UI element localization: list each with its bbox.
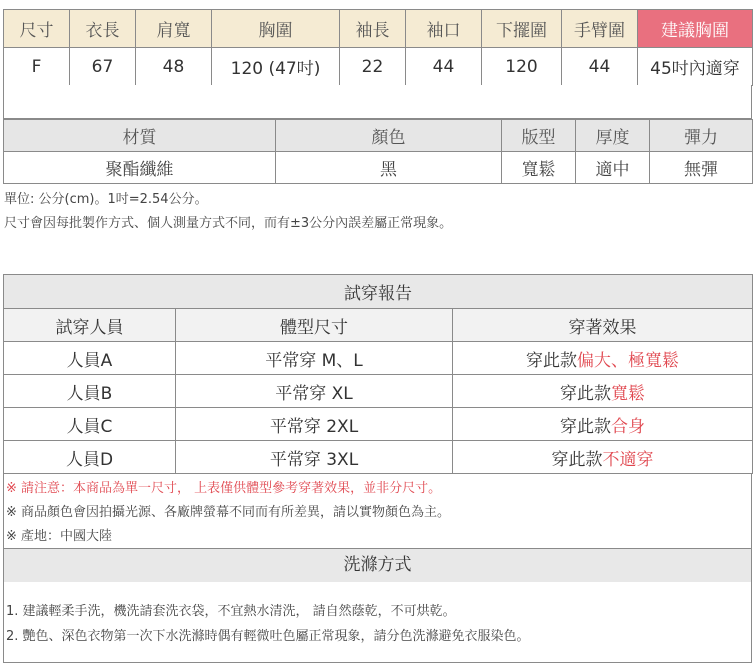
tryon-effect-highlight: 寬鬆 (611, 383, 645, 404)
tryon-effect-prefix: 穿此款 (560, 416, 611, 437)
blank-row (3, 85, 752, 119)
tryon-effect-highlight: 不適穿 (602, 449, 654, 470)
material-value-cell: 寬鬆 (502, 152, 576, 184)
size-value-cell: 120 (47吋) (212, 48, 340, 86)
material-value-cell: 無彈 (650, 152, 753, 184)
tryon-header-row (4, 309, 753, 342)
material-header-cell: 厚度 (576, 120, 650, 152)
size-header-cell: 袖口 (406, 10, 482, 48)
tryon-effect (453, 441, 753, 474)
tryon-effect-prefix: 穿此款 (560, 383, 611, 404)
tryon-header-cell: 穿著效果 (453, 309, 753, 342)
size-value-cell: 44 (562, 48, 638, 86)
tryon-effect-highlight: 偏大、極寬鬆 (577, 350, 679, 371)
remarks-box (3, 473, 752, 549)
size-header-cell: 衣長 (70, 10, 136, 48)
washing-title: 洗滌方式 (3, 548, 752, 583)
material-value-row (4, 152, 753, 184)
size-header-cell: 手臂圍 (562, 10, 638, 48)
tryon-row (4, 441, 753, 474)
material-header-cell: 顏色 (276, 120, 502, 152)
material-value-cell: 適中 (576, 152, 650, 184)
tryon-size: 平常穿 M、L (176, 342, 453, 375)
tryon-title-row (4, 275, 753, 309)
size-value-cell: F (4, 48, 70, 86)
size-header-cell: 袖長 (340, 10, 406, 48)
size-header-cell: 下擺圍 (482, 10, 562, 48)
size-table (3, 9, 753, 86)
size-value-cell: 44 (406, 48, 482, 86)
tryon-size: 平常穿 2XL (176, 408, 453, 441)
tryon-effect (453, 375, 753, 408)
material-table (3, 119, 753, 184)
size-value-cell: 22 (340, 48, 406, 86)
tryon-size: 平常穿 3XL (176, 441, 453, 474)
measurement-error-note: 尺寸會因每批製作方式、個人測量方式不同，而有±3公分內誤差屬正常現象。 (4, 216, 453, 231)
tryon-effect (453, 408, 753, 441)
size-header-cell: 尺寸 (4, 10, 70, 48)
size-value-row (4, 48, 753, 86)
washing-instructions (3, 582, 752, 663)
single-size-warning: ※ 請注意：本商品為單一尺寸， 上表僅供體型參考穿著效果，並非分尺寸。 (6, 481, 442, 496)
tryon-header-cell: 體型尺寸 (176, 309, 453, 342)
tryon-person: 人員D (4, 441, 176, 474)
tryon-title: 試穿報告 (4, 275, 753, 309)
tryon-effect-prefix: 穿此款 (526, 350, 577, 371)
tryon-row (4, 408, 753, 441)
tryon-effect (453, 342, 753, 375)
tryon-effect-highlight: 合身 (611, 416, 645, 437)
tryon-person: 人員B (4, 375, 176, 408)
size-value-cell: 120 (482, 48, 562, 86)
material-value-cell: 黑 (276, 152, 502, 184)
size-value-cell: 67 (70, 48, 136, 86)
tryon-person: 人員A (4, 342, 176, 375)
size-value-cell: 48 (136, 48, 212, 86)
tryon-header-cell: 試穿人員 (4, 309, 176, 342)
material-header-cell: 彈力 (650, 120, 753, 152)
tryon-size: 平常穿 XL (176, 375, 453, 408)
origin-note: ※ 產地：中國大陸 (6, 529, 113, 544)
recommended-bust-header: 建議胸圍 (638, 10, 753, 48)
size-header-row (4, 10, 753, 48)
size-header-cell: 肩寬 (136, 10, 212, 48)
recommended-bust-value: 45吋內適穿 (638, 48, 753, 86)
material-header-row (4, 120, 753, 152)
tryon-row (4, 375, 753, 408)
material-header-cell: 材質 (4, 120, 276, 152)
tryon-effect-prefix: 穿此款 (551, 449, 603, 470)
color-disclaimer: ※ 商品顏色會因拍攝光源、各廠牌螢幕不同而有所差異，請以實物顏色為主。 (6, 505, 451, 520)
tryon-report-table (3, 274, 753, 474)
material-value-cell: 聚酯纖維 (4, 152, 276, 184)
unit-note: 單位: 公分(cm)。1吋=2.54公分。 (4, 192, 208, 207)
material-header-cell: 版型 (502, 120, 576, 152)
washing-line: 2. 艷色、深色衣物第一次下水洗滌時偶有輕微吐色屬正常現象，請分色洗滌避免衣服染色。 (6, 629, 530, 644)
tryon-row (4, 342, 753, 375)
size-header-cell: 胸圍 (212, 10, 340, 48)
washing-line: 1. 建議輕柔手洗，機洗請套洗衣袋，不宜熱水清洗， 請自然蔭乾，不可烘乾。 (6, 604, 456, 619)
tryon-person: 人員C (4, 408, 176, 441)
